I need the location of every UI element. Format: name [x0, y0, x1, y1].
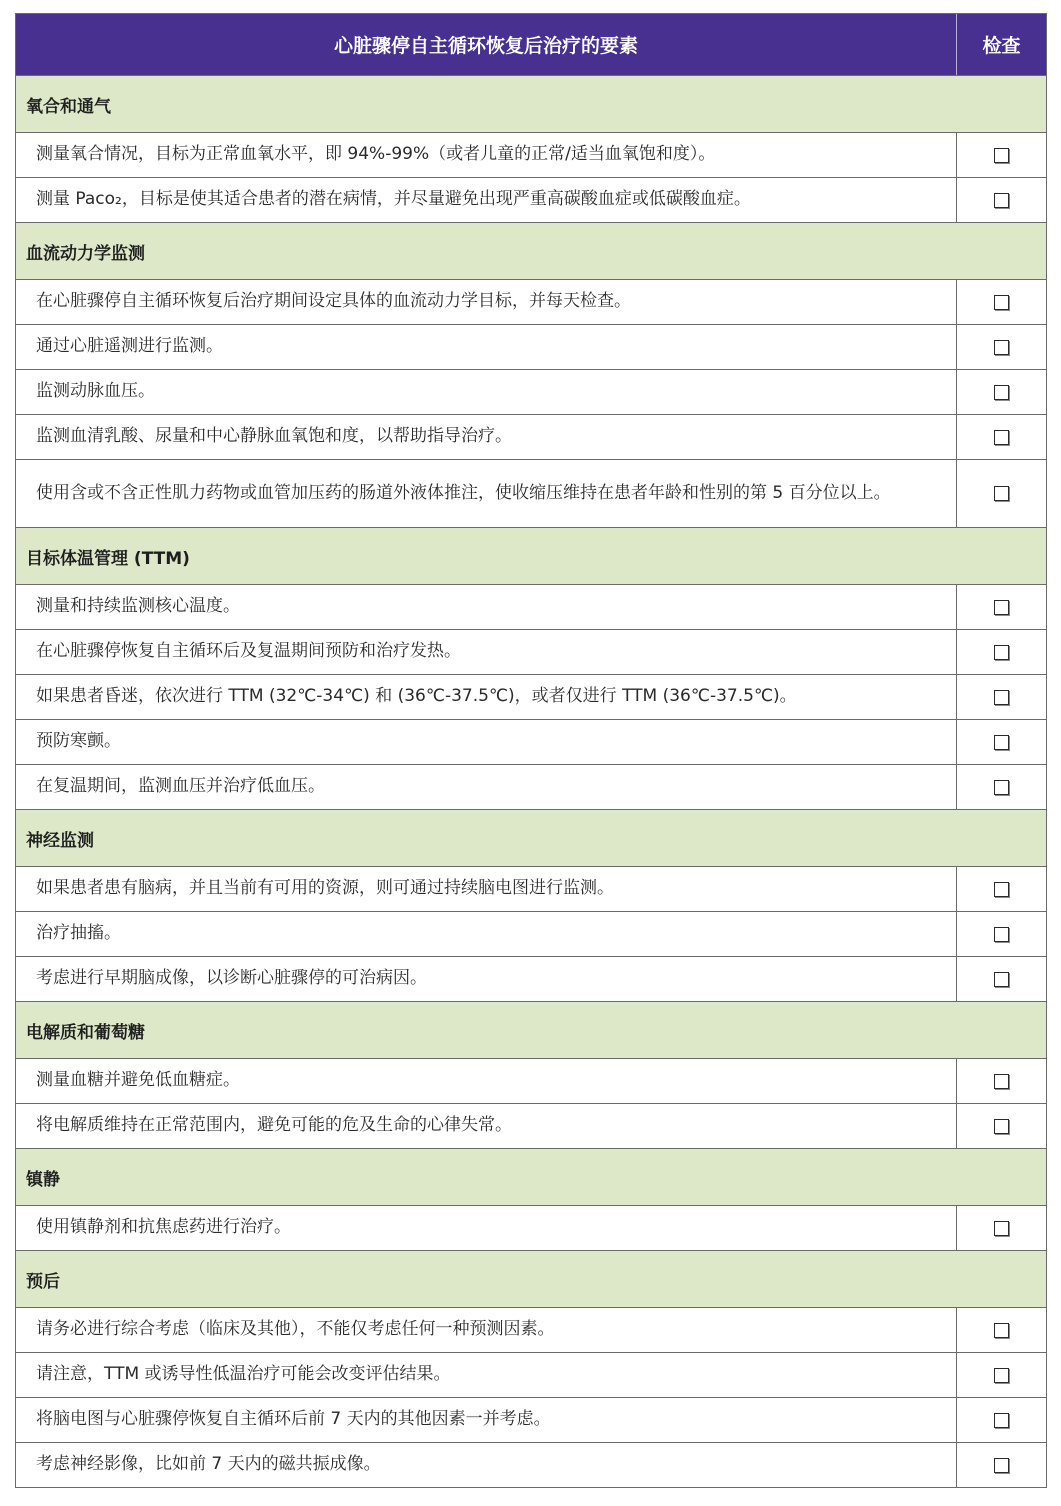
- table-row: [16, 764, 1046, 809]
- item-text: 测量 Paco₂，目标是使其适合患者的潜在病情，并尽量避免出现严重高碳酸血症或低碳酸血症。: [16, 178, 957, 222]
- table-row: [16, 584, 1046, 629]
- item-text: 考虑进行早期脑成像，以诊断心脏骤停的可治病因。: [16, 957, 957, 1001]
- section-header-prognosis: 预后: [16, 1250, 1046, 1307]
- checkbox[interactable]: [994, 430, 1009, 445]
- table-row: [16, 1397, 1046, 1442]
- table-row: [16, 674, 1046, 719]
- item-text: 通过心脏遥测进行监测。: [16, 325, 957, 369]
- section-header-electrolytes-glucose: 电解质和葡萄糖: [16, 1001, 1046, 1058]
- table-row: [16, 866, 1046, 911]
- item-text: 监测血清乳酸、尿量和中心静脉血氧饱和度，以帮助指导治疗。: [16, 415, 957, 459]
- checkbox[interactable]: [994, 385, 1009, 400]
- checkbox[interactable]: [994, 1119, 1009, 1134]
- checklist-table: [15, 13, 1047, 1488]
- check-column-header: 检查: [982, 35, 1021, 57]
- table-row: [16, 177, 1046, 222]
- section-header-hemodynamics: 血流动力学监测: [16, 222, 1046, 279]
- table-row: [16, 1058, 1046, 1103]
- checkbox[interactable]: [994, 486, 1009, 501]
- table-row: [16, 459, 1046, 527]
- item-text: 如果患者昏迷，依次进行 TTM (32℃-34℃) 和 (36℃-37.5℃)，或者仅进行 TTM (36℃-37.5℃)。: [16, 675, 957, 719]
- checkbox[interactable]: [994, 600, 1009, 615]
- checkbox[interactable]: [994, 340, 1009, 355]
- checkbox[interactable]: [994, 972, 1009, 987]
- table-row: [16, 1352, 1046, 1397]
- table-row: [16, 956, 1046, 1001]
- checkbox[interactable]: [994, 882, 1009, 897]
- table-row: [16, 1205, 1046, 1250]
- table-row: [16, 1442, 1046, 1487]
- item-text: 预防寒颤。: [16, 720, 957, 764]
- item-text: 如果患者患有脑病，并且当前有可用的资源，则可通过持续脑电图进行监测。: [16, 867, 957, 911]
- checkbox[interactable]: [994, 927, 1009, 942]
- table-row: [16, 719, 1046, 764]
- item-text: 在复温期间，监测血压并治疗低血压。: [16, 765, 957, 809]
- checkbox[interactable]: [994, 1368, 1009, 1383]
- item-text: 使用含或不含正性肌力药物或血管加压药的肠道外液体推注，使收缩压维持在患者年龄和性别的第 5 百分位以上。: [16, 460, 957, 527]
- table-title: 心脏骤停自主循环恢复后治疗的要素: [16, 14, 957, 75]
- table-row: [16, 629, 1046, 674]
- checkbox[interactable]: [994, 1074, 1009, 1089]
- item-text: 监测动脉血压。: [16, 370, 957, 414]
- item-text: 测量血糖并避免低血糖症。: [16, 1059, 957, 1103]
- table-header: [16, 14, 1046, 75]
- checkbox[interactable]: [994, 1323, 1009, 1338]
- section-header-oxygenation: 氧合和通气: [16, 75, 1046, 132]
- item-text: 在心脏骤停恢复自主循环后及复温期间预防和治疗发热。: [16, 630, 957, 674]
- section-header-ttm: 目标体温管理 (TTM): [16, 527, 1046, 584]
- checkbox[interactable]: [994, 148, 1009, 163]
- checkbox[interactable]: [994, 1221, 1009, 1236]
- checkbox[interactable]: [994, 295, 1009, 310]
- checkbox[interactable]: [994, 690, 1009, 705]
- table-row: [16, 414, 1046, 459]
- table-row: [16, 132, 1046, 177]
- item-text: 将脑电图与心脏骤停恢复自主循环后前 7 天内的其他因素一并考虑。: [16, 1398, 957, 1442]
- item-text: 将电解质维持在正常范围内，避免可能的危及生命的心律失常。: [16, 1104, 957, 1148]
- section-header-neuro-monitoring: 神经监测: [16, 809, 1046, 866]
- section-header-sedation: 镇静: [16, 1148, 1046, 1205]
- item-text: 考虑神经影像，比如前 7 天内的磁共振成像。: [16, 1443, 957, 1487]
- item-text: 请注意，TTM 或诱导性低温治疗可能会改变评估结果。: [16, 1353, 957, 1397]
- item-text: 测量和持续监测核心温度。: [16, 585, 957, 629]
- checkbox[interactable]: [994, 1413, 1009, 1428]
- table-row: [16, 911, 1046, 956]
- table-row: [16, 279, 1046, 324]
- table-row: [16, 324, 1046, 369]
- item-text: 在心脏骤停自主循环恢复后治疗期间设定具体的血流动力学目标，并每天检查。: [16, 280, 957, 324]
- checkbox[interactable]: [994, 780, 1009, 795]
- checkbox[interactable]: [994, 645, 1009, 660]
- table-row: [16, 369, 1046, 414]
- item-text: 使用镇静剂和抗焦虑药进行治疗。: [16, 1206, 957, 1250]
- item-text: 测量氧合情况，目标为正常血氧水平，即 94%-99%（或者儿童的正常/适当血氧饱和度）。: [16, 133, 957, 177]
- table-row: [16, 1307, 1046, 1352]
- table-row: [16, 1103, 1046, 1148]
- item-text: 治疗抽搐。: [16, 912, 957, 956]
- checkbox[interactable]: [994, 193, 1009, 208]
- checkbox[interactable]: [994, 1458, 1009, 1473]
- item-text: 请务必进行综合考虑（临床及其他），不能仅考虑任何一种预测因素。: [16, 1308, 957, 1352]
- checkbox[interactable]: [994, 735, 1009, 750]
